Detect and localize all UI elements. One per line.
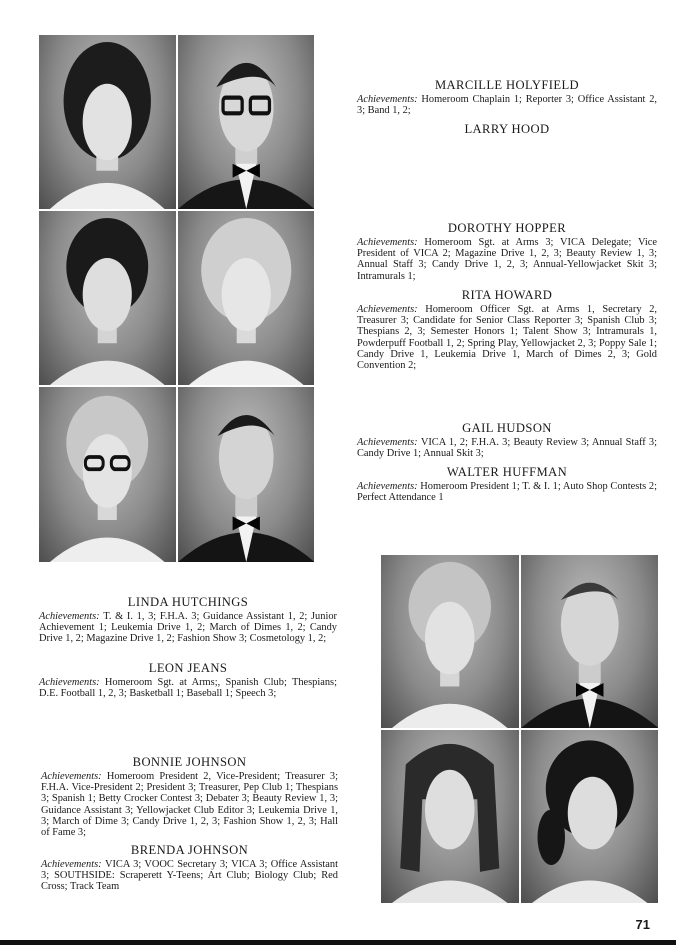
- bio-walter-huffman: [357, 465, 657, 503]
- student-name: DOROTHY HOPPER: [447, 221, 567, 235]
- achievements-label: Achievements:: [357, 481, 421, 492]
- portrait-larry-hood: [178, 35, 315, 209]
- achievements-label: Achievements:: [357, 94, 422, 105]
- achievements-label: Achievements:: [41, 859, 105, 870]
- achievements-text: VICA 1, 2; F.H.A. 3; Beauty Review 3; Annual Staff 3; Candy Drive 1; Annual Skit 3;: [357, 437, 657, 460]
- bio-bonnie-johnson: [41, 755, 338, 838]
- achievements-text: Homeroom President 1; T. & I. 1; Auto Shop Contests 2; Perfect Attendance 1: [357, 481, 657, 504]
- achievements-label: Achievements:: [39, 677, 105, 688]
- student-name: RITA HOWARD: [461, 288, 553, 302]
- achievements-text: VICA 3; VOOC Secretary 3; VICA 3; Office Assistant 3; SOUTHSIDE: Scraperett Y-Teens; Art Club; Biology Club; Red Cross; Track Team: [41, 859, 338, 893]
- portrait-rita-howard: [178, 211, 315, 385]
- bio-dorothy-hopper: [357, 221, 657, 282]
- bio-gail-hudson: [357, 421, 657, 459]
- portrait-grid-bottom: [381, 555, 658, 903]
- achievements-label: Achievements:: [357, 237, 425, 248]
- student-name: BONNIE JOHNSON: [132, 755, 247, 769]
- page-bottom-rule: [0, 940, 676, 945]
- achievements-text: Homeroom President 2, Vice-President; Treasurer 3; F.H.A. Vice-President 2; President 3; Treasurer, Pep Club 1; Thespians 3; Spanish 1; Betty Crocker Contest 3; Debater 3; Beauty Review 1, 3; Guidance Assistant 3; Yellowjacket Club Editor 3; Leukemia Drive 1, 3; March of Dime 3; Candy Drive 1, 2, 3; Fashion Show 1, 2, 3; Hall of Fame 3;: [41, 771, 338, 839]
- portrait-gail-hudson: [39, 387, 176, 562]
- student-name: LINDA HUTCHINGS: [127, 595, 249, 609]
- bio-rita-howard: [357, 288, 657, 371]
- student-name: WALTER HUFFMAN: [446, 465, 568, 479]
- bio-leon-jeans: [39, 661, 337, 699]
- bio-brenda-johnson: [41, 843, 338, 893]
- portrait-linda-hutchings: [381, 555, 519, 728]
- achievements-text: T. & I. 1, 3; F.H.A. 3; Guidance Assistant 1, 2; Junior Achievement 1; Leukemia Drive 1, 2; March of Dimes 1, 2; Candy Drive 1, 2; Magazine Drive 1, 2; Fashion Show 3; Cosmetology 1, 2;: [39, 611, 337, 645]
- student-name: GAIL HUDSON: [462, 421, 552, 435]
- achievements-label: Achievements:: [357, 304, 426, 315]
- achievements-label: Achievements:: [357, 437, 421, 448]
- portrait-dorothy-hopper: [39, 211, 176, 385]
- bio-linda-hutchings: [39, 595, 337, 645]
- portrait-walter-huffman: [178, 387, 315, 562]
- student-name: LARRY HOOD: [464, 122, 550, 136]
- achievements-label: Achievements:: [41, 771, 107, 782]
- student-name: BRENDA JOHNSON: [130, 843, 249, 857]
- bio-marcille-holyfield: [357, 78, 657, 116]
- achievements-label: Achievements:: [39, 611, 104, 622]
- achievements-text: Homeroom Chaplain 1; Reporter 3; Office Assistant 2, 3; Band 1, 2;: [357, 94, 657, 117]
- portrait-brenda-johnson: [521, 730, 659, 903]
- page-number: 71: [635, 917, 650, 932]
- portrait-leon-jeans: [521, 555, 659, 728]
- student-name: MARCILLE HOLYFIELD: [434, 78, 580, 92]
- student-name: LEON JEANS: [148, 661, 228, 675]
- portrait-marcille-holyfield: [39, 35, 176, 209]
- achievements-text: Homeroom Sgt. at Arms 3; VICA Delegate; Vice President of VICA 2; Magazine Drive 1, 2, 3; Beauty Review 1, 3; Annual Staff 3; Candy Drive 1, 2, 3; Annual-Yellowjacket Skit 3; Intramurals 1;: [357, 237, 657, 282]
- achievements-text: Homeroom Sgt. at Arms;, Spanish Club; Thespians; D.E. Football 1, 2, 3; Basketball 1; Baseball 1; Speech 3;: [39, 677, 337, 700]
- achievements-text: Homeroom Officer Sgt. at Arms 1, Secretary 2, Treasurer 3; Candidate for Senior Class Reporter 3; Spanish Club 3; Thespians 2, 3; Semester Honors 1; Talent Show 3; Intramurals 1, Powderpuff Football 1, 2; Spring Play, Yellowjacket 2, 3; Poppy Sale 1; Candy Drive 1, Leukemia Drive 1, March of Dimes 2, 3; Gold Convention 2;: [357, 304, 657, 372]
- portrait-bonnie-johnson: [381, 730, 519, 903]
- bio-larry-hood: [357, 122, 657, 138]
- portrait-grid-top: [39, 35, 314, 562]
